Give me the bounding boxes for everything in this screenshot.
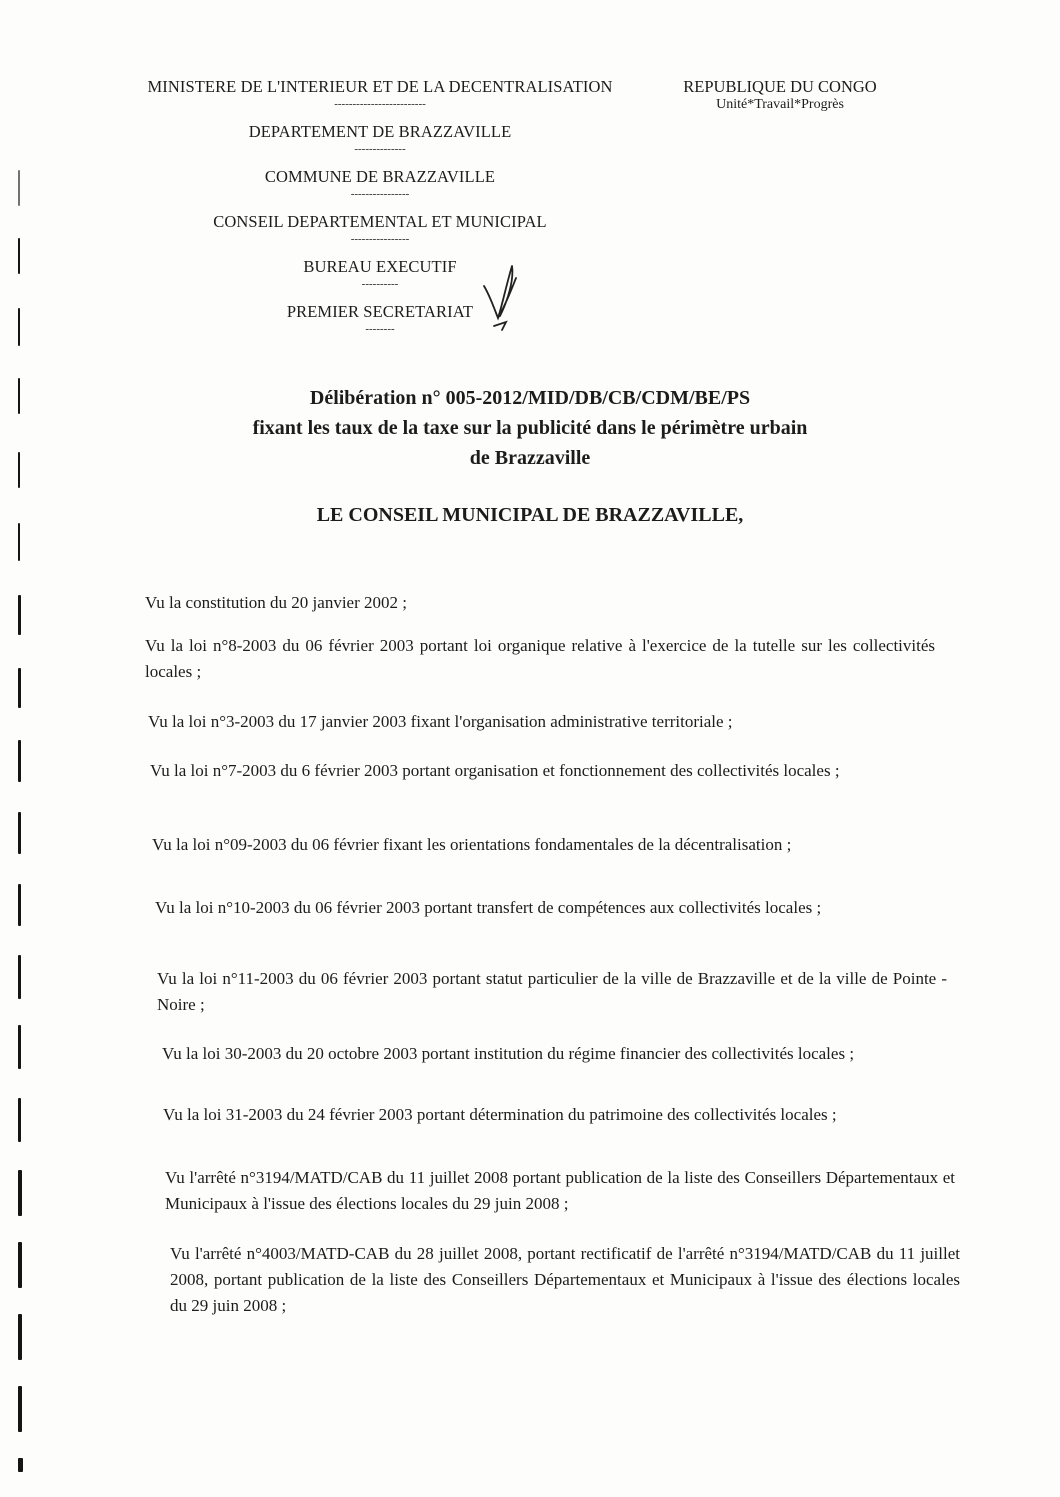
consideration-item: Vu l'arrêté n°3194/MATD/CAB du 11 juillet 2008 portant publication de la liste des Conseillers Départementaux et Municipaux à l'issue des élections locales du 29 juin 2008 ;	[165, 1168, 955, 1213]
consideration-item: Vu la loi n°3-2003 du 17 janvier 2003 fixant l'organisation administrative territoriale ;	[148, 712, 733, 731]
handwritten-initials	[476, 256, 526, 332]
republic-header	[660, 78, 900, 113]
header-separator: -------------------------	[334, 97, 426, 110]
header-separator: ----------------	[350, 187, 410, 200]
deliberation-subject: fixant les taux de la taxe sur la publicité dans le périmètre urbain	[252, 417, 808, 439]
consideration-item: Vu la loi n°8-2003 du 06 février 2003 portant loi organique relative à l'exercice de la tutelle sur les collectivités locales ;	[145, 636, 935, 681]
country-name: REPUBLIQUE DU CONGO	[683, 77, 877, 96]
scan-edge-marks	[0, 0, 60, 1497]
deliberation-subject-end: de Brazzaville	[469, 447, 591, 469]
council-heading: LE CONSEIL MUNICIPAL DE BRAZZAVILLE,	[316, 504, 744, 526]
council-line: CONSEIL DEPARTEMENTAL ET MUNICIPAL	[213, 211, 547, 231]
header-separator: --------------	[354, 142, 406, 155]
consideration-item: Vu la loi n°09-2003 du 06 février fixant les orientations fondamentales de la décentralisation ;	[152, 835, 792, 854]
consideration-item: Vu la loi n°7-2003 du 6 février 2003 portant organisation et fonctionnement des collectivités locales ;	[150, 761, 840, 780]
header-separator: ----------	[361, 277, 399, 290]
header-separator: --------	[365, 322, 395, 335]
deliberation-title	[100, 383, 960, 473]
consideration-item: Vu la loi 31-2003 du 24 février 2003 portant détermination du patrimoine des collectivités locales ;	[163, 1105, 837, 1124]
consideration-item: Vu la loi n°10-2003 du 06 février 2003 portant transfert de compétences aux collectivités locales ;	[155, 898, 822, 917]
consideration-item: Vu la loi n°11-2003 du 06 février 2003 portant statut particulier de la ville de Brazzaville et de la ville de Pointe -Noire ;	[157, 969, 947, 1014]
commune-line: COMMUNE DE BRAZZAVILLE	[264, 166, 496, 186]
deliberation-number: Délibération n° 005-2012/MID/DB/CB/CDM/BE/PS	[309, 387, 751, 409]
department-line: DEPARTEMENT DE BRAZZAVILLE	[248, 121, 512, 141]
national-motto: Unité*Travail*Progrès	[716, 96, 844, 112]
consideration-item: Vu la loi 30-2003 du 20 octobre 2003 portant institution du régime financier des collectivités locales ;	[162, 1044, 855, 1063]
executive-bureau-line: BUREAU EXECUTIF	[303, 256, 457, 276]
consideration-item: Vu l'arrêté n°4003/MATD-CAB du 28 juillet 2008, portant rectificatif de l'arrêté n°3194/MATD/CAB du 11 juillet 2008, portant publication de la liste des Conseillers Départementaux et Municipaux à l'issue des élections locales du 29 juin 2008 ;	[170, 1244, 960, 1315]
header-separator: ----------------	[350, 232, 410, 245]
consideration-item: Vu la constitution du 20 janvier 2002 ;	[145, 593, 407, 612]
ministry-line: MINISTERE DE L'INTERIEUR ET DE LA DECENTRALISATION	[147, 77, 613, 96]
secretariat-line: PREMIER SECRETARIAT	[286, 301, 474, 321]
administrative-header	[120, 78, 640, 348]
